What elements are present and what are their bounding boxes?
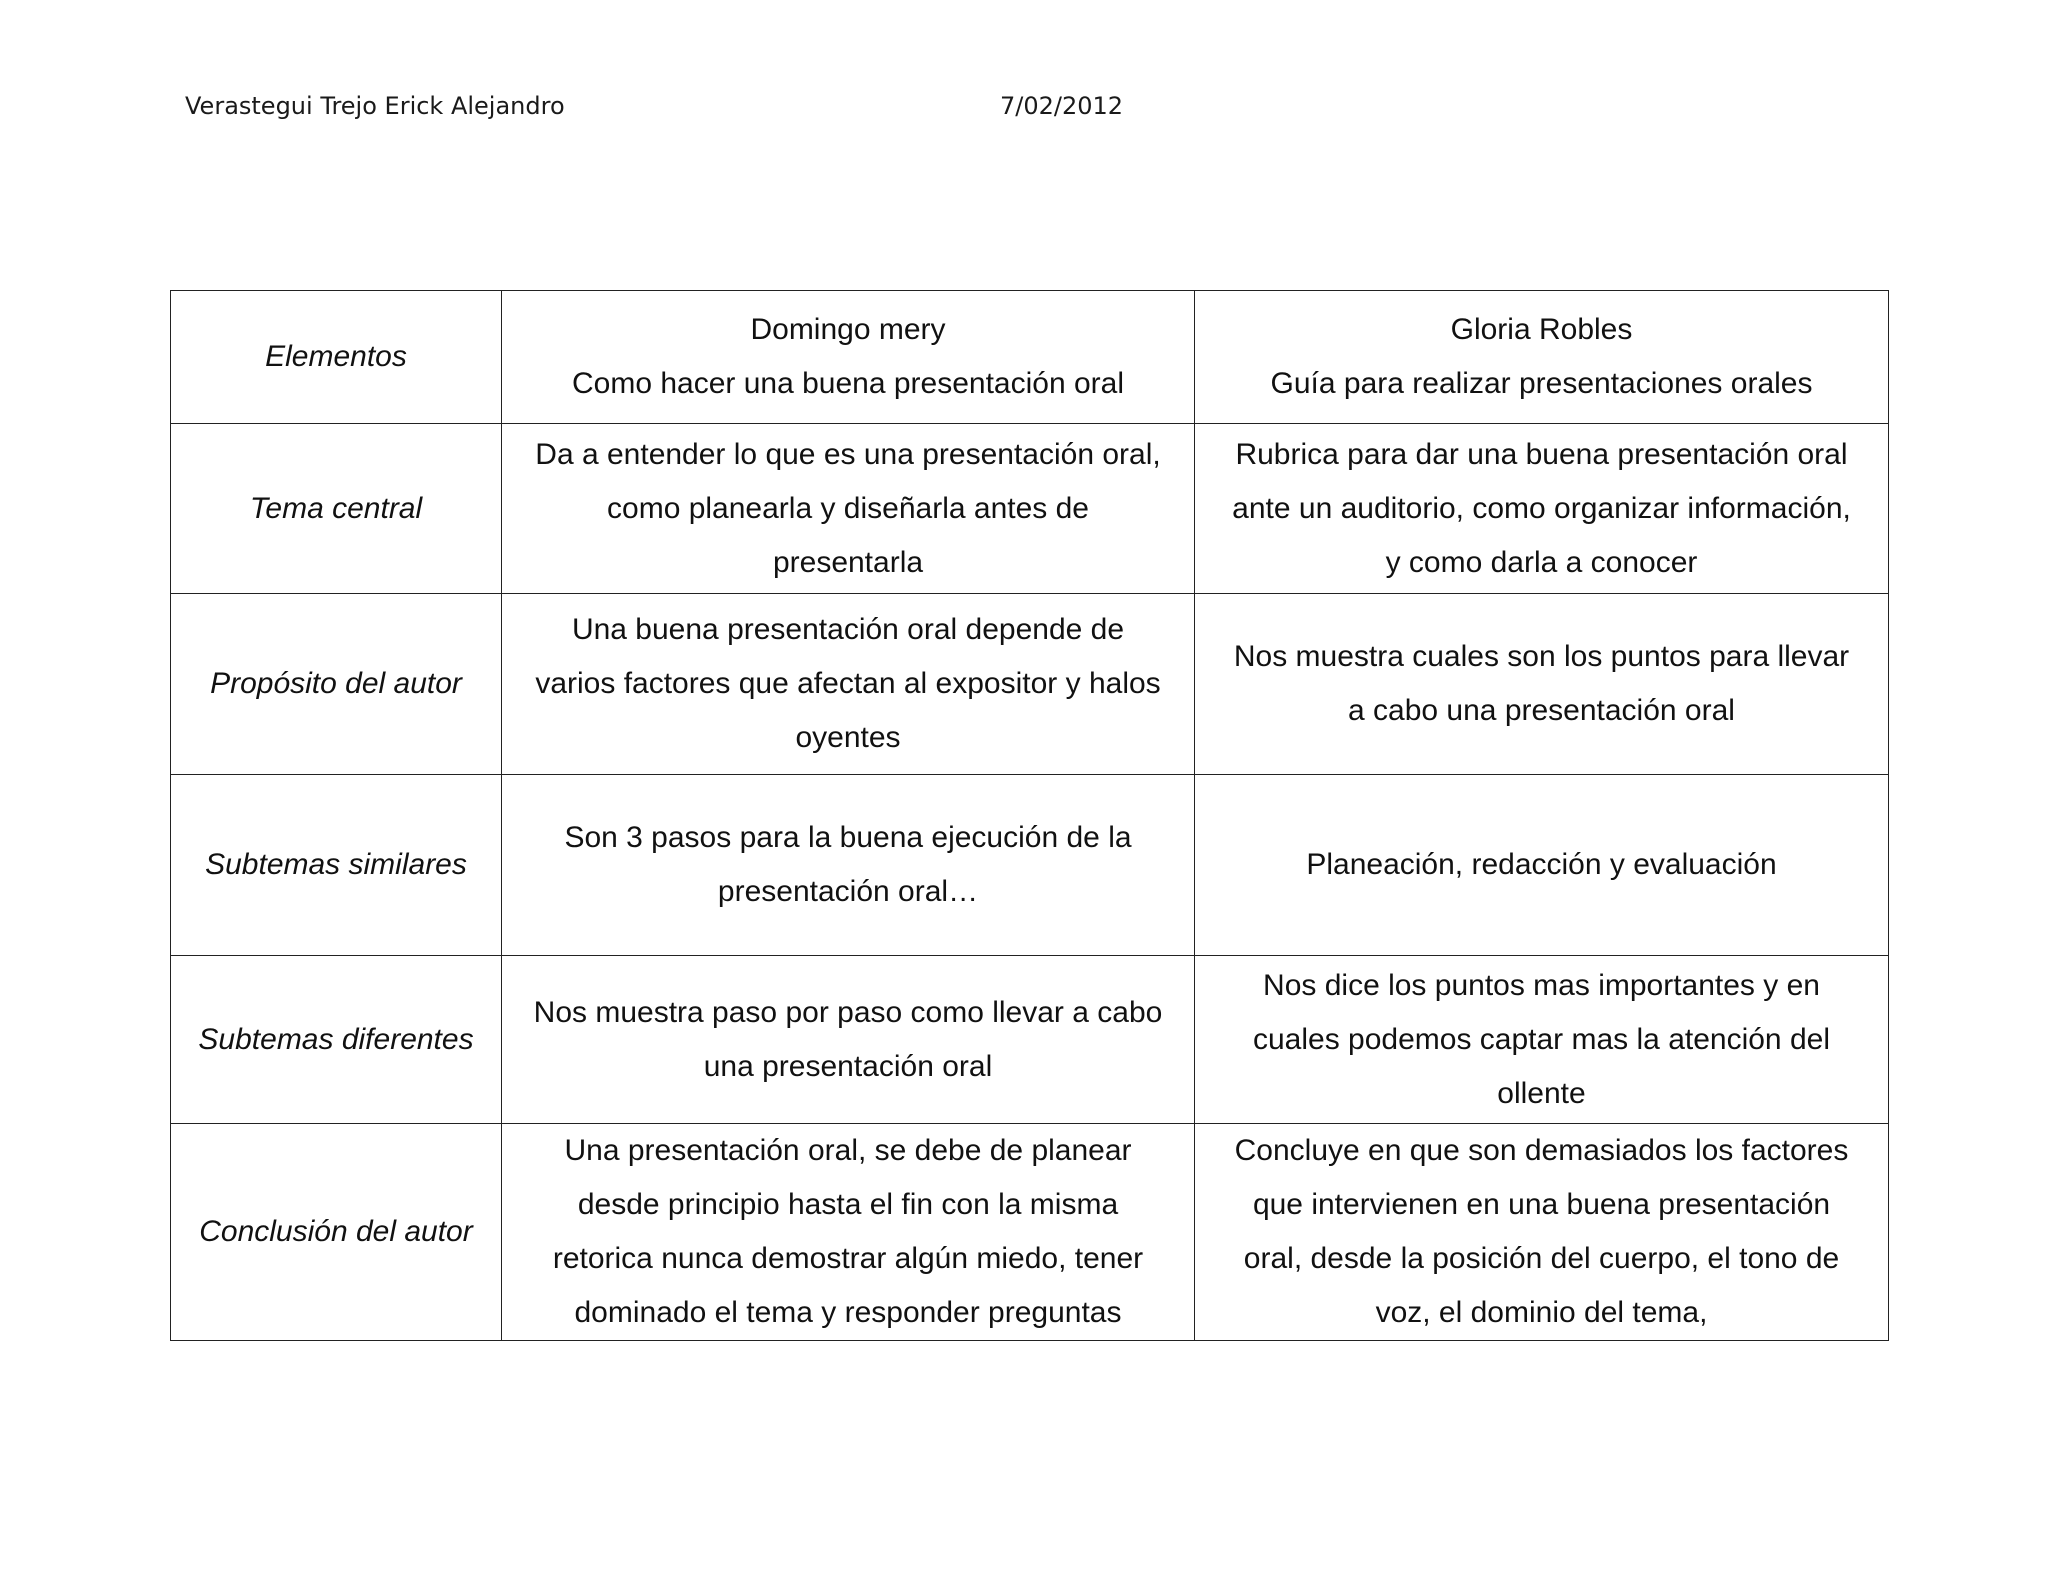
cell-text-line: Nos dice los puntos mas importantes y en (1263, 968, 1820, 1002)
row-label: Conclusión del autor (199, 1215, 473, 1248)
source2-cell (1195, 424, 1889, 594)
cell-text-line: Rubrica para dar una buena presentación oral (1235, 437, 1848, 471)
author-name: Verastegui Trejo Erick Alejandro (185, 92, 565, 120)
cell-text-line: Da a entender lo que es una presentación oral, (535, 437, 1161, 471)
comparison-table (170, 290, 1889, 1341)
cell-text-line: ante un auditorio, como organizar información, (1232, 491, 1851, 525)
source2-title: Guía para realizar presentaciones orales (1270, 367, 1813, 400)
source1-author: Domingo mery (750, 313, 946, 346)
cell-text-line: Nos muestra cuales son los puntos para llevar (1233, 640, 1850, 673)
cell-text-line: Planeación, redacción y evaluación (1306, 848, 1777, 881)
page-header (185, 92, 1385, 132)
cell-text-line: Nos muestra paso por paso como llevar a cabo (533, 995, 1163, 1029)
cell-text-line: cuales podemos captar mas la atención del (1252, 1022, 1830, 1056)
source1-title: Como hacer una buena presentación oral (571, 367, 1125, 400)
source1-cell (502, 594, 1195, 775)
header-label-cell (171, 291, 502, 424)
cell-text-line: desde principio hasta el fin con la misma (577, 1188, 1119, 1221)
table-header-row (171, 291, 1889, 424)
source1-cell (502, 1124, 1195, 1341)
row-label-cell (171, 594, 502, 775)
cell-text-line: ollente (1497, 1076, 1586, 1110)
cell-text-line: Son 3 pasos para la buena ejecución de la (564, 821, 1132, 854)
cell-text-line: Una buena presentación oral depende de (571, 613, 1125, 646)
cell-text-line: varios factores que afectan al expositor y halos (535, 667, 1161, 700)
table-row (171, 424, 1889, 594)
source2-cell (1195, 594, 1889, 775)
source2-author: Gloria Robles (1450, 313, 1633, 346)
cell-text-line: oral, desde la posición del cuerpo, el tono de (1243, 1242, 1840, 1275)
source2-cell (1195, 1124, 1889, 1341)
cell-text-line: presentarla (772, 545, 924, 579)
cell-text-line: oyentes (795, 721, 901, 754)
table-row (171, 775, 1889, 956)
table-row (171, 1124, 1889, 1341)
table-row (171, 594, 1889, 775)
row-label: Subtemas similares (205, 848, 467, 881)
source2-header-cell (1195, 291, 1889, 424)
header-label: Elementos (265, 340, 407, 373)
row-label-cell (171, 424, 502, 594)
cell-text-line: y como darla a conocer (1385, 545, 1698, 579)
row-label-cell (171, 775, 502, 956)
row-label: Tema central (249, 491, 423, 525)
cell-text-line: presentación oral… (717, 875, 979, 908)
document-date: 7/02/2012 (1000, 92, 1124, 120)
cell-text-line: como planearla y diseñarla antes de (607, 491, 1089, 525)
source1-cell (502, 424, 1195, 594)
cell-text-line: voz, el dominio del tema, (1375, 1296, 1708, 1329)
source1-header-cell (502, 291, 1195, 424)
row-label-cell (171, 956, 502, 1124)
cell-text-line: que intervienen en una buena presentación (1252, 1188, 1831, 1221)
source1-cell (502, 775, 1195, 956)
cell-text-line: Concluye en que son demasiados los factores (1234, 1134, 1849, 1167)
row-label: Subtemas diferentes (198, 1022, 474, 1056)
source2-cell (1195, 775, 1889, 956)
row-label-cell (171, 1124, 502, 1341)
source1-cell (502, 956, 1195, 1124)
cell-text-line: una presentación oral (703, 1049, 993, 1083)
row-label: Propósito del autor (210, 667, 462, 700)
cell-text-line: Una presentación oral, se debe de planear (564, 1134, 1132, 1167)
cell-text-line: dominado el tema y responder preguntas (574, 1296, 1122, 1329)
source2-cell (1195, 956, 1889, 1124)
table-row (171, 956, 1889, 1124)
cell-text-line: retorica nunca demostrar algún miedo, tener (552, 1242, 1144, 1275)
cell-text-line: a cabo una presentación oral (1348, 694, 1735, 727)
